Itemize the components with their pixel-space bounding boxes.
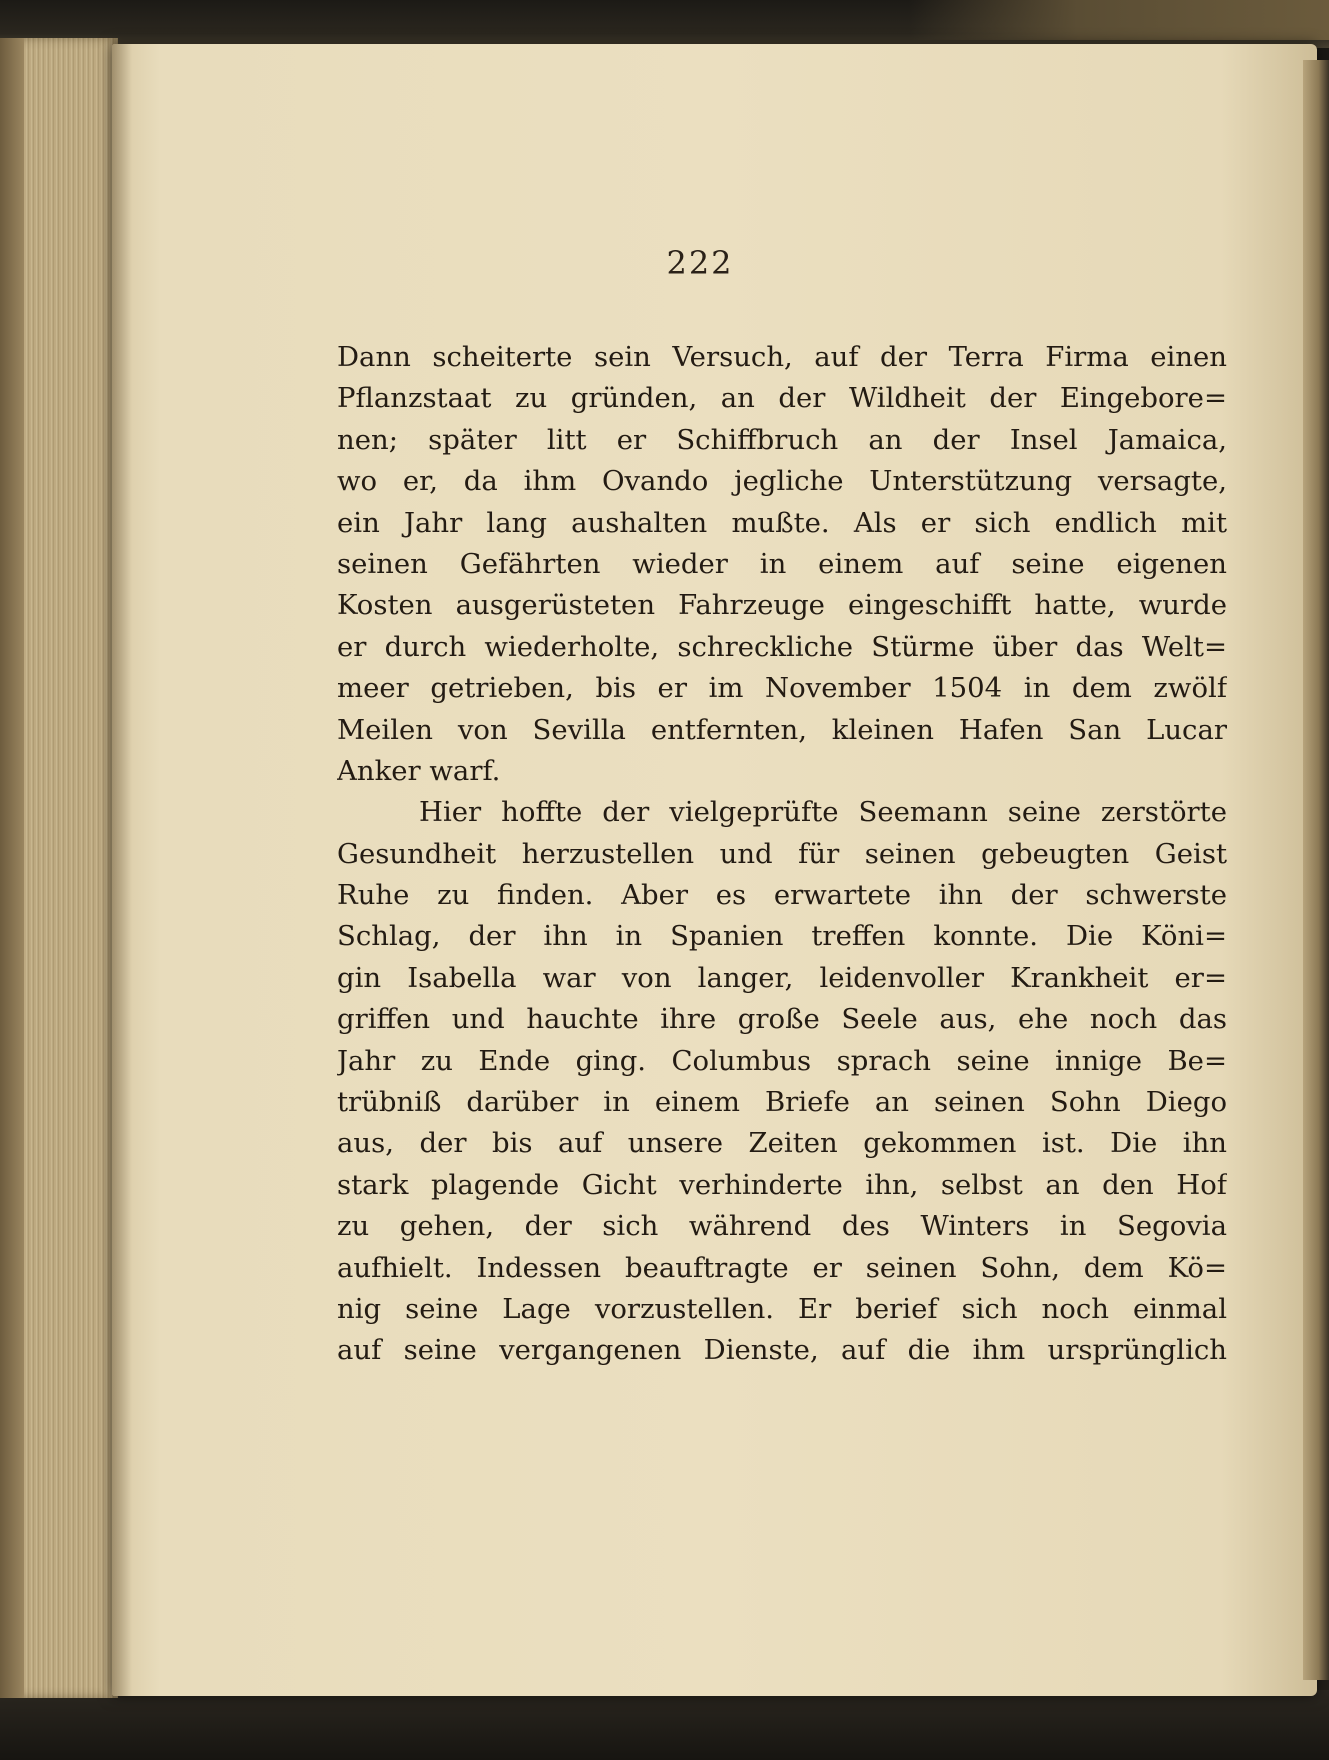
dark-background-bottom (0, 1690, 1329, 1760)
text-line: wo er, da ihm Ovando jegliche Unterstützung versagte, (337, 465, 1227, 498)
text-line: auf seine vergangenen Dienste, auf die ihm ursprünglich (337, 1334, 1227, 1367)
text-line: seinen Gefährten wieder in einem auf seine eigenen (337, 547, 1227, 580)
text-line: Kosten ausgerüsteten Fahrzeuge eingeschifft hatte, wurde (337, 589, 1227, 622)
text-line: Anker warf. (337, 754, 501, 787)
text-line: Ruhe zu finden. Aber es erwartete ihn der schwerste (337, 879, 1227, 912)
text-line: Schlag, der ihn in Spanien treffen konnte. Die Köni= (337, 920, 1227, 953)
text-line: gin Isabella war von langer, leidenvoller Krankheit er= (337, 961, 1227, 994)
text-line: ein Jahr lang aushalten mußte. Als er sich endlich mit (337, 506, 1227, 539)
fabric-strip (909, 0, 1329, 40)
text-line: zu gehen, der sich während des Winters in Segovia (337, 1210, 1227, 1243)
page-gutter-shadow (112, 44, 132, 1696)
text-line: Hier hoffte der vielgeprüfte Seemann seine zerstörte (419, 796, 1227, 829)
text-line: Dann scheiterte sein Versuch, auf der Terra Firma einen (337, 341, 1227, 373)
text-line: Jahr zu Ende ging. Columbus sprach seine innige Be= (337, 1044, 1227, 1077)
text-line: Pflanzstaat zu gründen, an der Wildheit der Eingebore= (337, 382, 1227, 415)
text-line: er durch wiederholte, schreckliche Stürme über das Welt= (337, 630, 1227, 663)
text-line: stark plagende Gicht verhinderte ihn, selbst an den Hof (337, 1168, 1227, 1201)
text-line: nen; später litt er Schiffbruch an der Insel Jamaica, (337, 423, 1227, 456)
page-number: 222 (666, 244, 734, 282)
text-line: griffen und hauchte ihre große Seele aus, ehe noch das (337, 1003, 1227, 1036)
text-line: meer getrieben, bis er im November 1504 in dem zwölf (337, 672, 1227, 705)
text-line: Gesundheit herzustellen und für seinen gebeugten Geist (337, 837, 1227, 870)
text-line: aufhielt. Indessen beauftragte er seinen Sohn, dem Kö= (337, 1251, 1227, 1284)
text-line: aus, der bis auf unsere Zeiten gekommen ist. Die ihn (337, 1127, 1227, 1160)
book-cover-edge (0, 38, 24, 1698)
body-text (337, 337, 1227, 1372)
text-line: nig seine Lage vorzustellen. Er berief sich noch einmal (337, 1292, 1227, 1325)
text-line: Meilen von Sevilla entfernten, kleinen Hafen San Lucar (337, 713, 1227, 746)
right-page-edge (1303, 60, 1329, 1680)
text-line: trübniß darüber in einem Briefe an seinen Sohn Diego (337, 1086, 1227, 1119)
